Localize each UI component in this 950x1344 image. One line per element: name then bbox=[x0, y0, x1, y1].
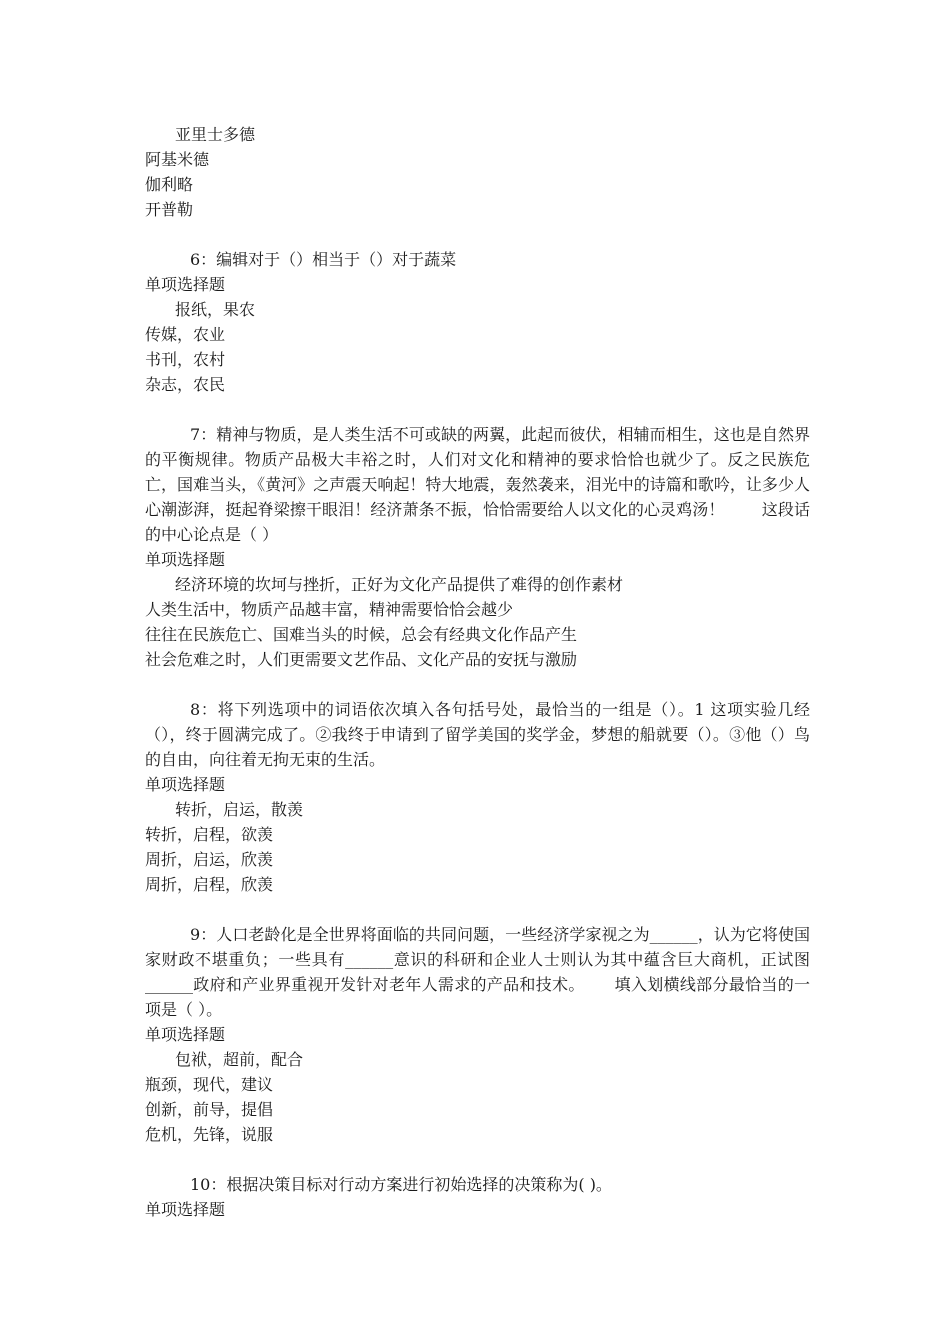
option-c: 周折，启运，欣羡 bbox=[145, 850, 274, 869]
option-d: 危机，先锋，说服 bbox=[145, 1125, 274, 1144]
option-a: 转折，启运，散羡 bbox=[175, 800, 304, 819]
option-c: 书刊，农村 bbox=[145, 350, 226, 369]
question-text: 7：精神与物质，是人类生活不可或缺的两翼，此起而彼伏，相辅而相生，这也是自然界的平衡规律。物质产品极大丰裕之时，人们对文化和精神的要求恰恰也就少了。反之民族危亡，国难当头，《黄河》之声震天响起！特大地震，轰然袭来，泪光中的诗篇和歌吟，让多少人心潮澎湃，挺起脊梁擦干眼泪！经济萧条不振，恰恰需要给人以文化的心灵鸡汤！ 这段话的中心论点是（ ） bbox=[145, 425, 810, 544]
option-c: 往往在民族危亡、国难当头的时候，总会有经典文化作品产生 bbox=[145, 625, 578, 644]
question-5-options bbox=[145, 122, 810, 222]
question-type: 单项选择题 bbox=[145, 275, 226, 294]
option-b: 传媒，农业 bbox=[145, 325, 226, 344]
option-d: 杂志，农民 bbox=[145, 375, 226, 394]
option-d: 社会危难之时，人们更需要文艺作品、文化产品的安抚与激励 bbox=[145, 650, 578, 669]
question-type: 单项选择题 bbox=[145, 550, 226, 569]
question-10 bbox=[145, 1172, 810, 1222]
option-c: 创新，前导，提倡 bbox=[145, 1100, 274, 1119]
option-a: 报纸，果农 bbox=[175, 300, 256, 319]
question-type: 单项选择题 bbox=[145, 1025, 226, 1044]
question-type: 单项选择题 bbox=[145, 775, 226, 794]
question-text: 9：人口老龄化是全世界将面临的共同问题，一些经济学家视之为______，认为它将使国家财政不堪重负；一些具有______意识的科研和企业人士则认为其中蕴含巨大商机，正试图______政府和产业界重视开发针对老年人需求的产品和技术。 填入划横线部分最恰当的一项是（ ）。 bbox=[145, 925, 810, 1019]
option-b: 人类生活中，物质产品越丰富，精神需要恰恰会越少 bbox=[145, 600, 514, 619]
option-b: 阿基米德 bbox=[145, 150, 210, 169]
option-d: 开普勒 bbox=[145, 200, 194, 219]
question-type: 单项选择题 bbox=[145, 1200, 226, 1219]
question-text: 8：将下列选项中的词语依次填入各句括号处，最恰当的一组是（）。1 这项实验几经（），终于圆满完成了。②我终于申请到了留学美国的奖学金，梦想的船就要（）。③他（）鸟的自由，向往着无拘无束的生活。 bbox=[145, 700, 810, 769]
option-d: 周折，启程，欣羡 bbox=[145, 875, 274, 894]
option-c: 伽利略 bbox=[145, 175, 194, 194]
question-text: 10：根据决策目标对行动方案进行初始选择的决策称为( )。 bbox=[190, 1175, 612, 1194]
option-b: 瓶颈，现代，建议 bbox=[145, 1075, 274, 1094]
question-8 bbox=[145, 697, 810, 897]
option-a: 亚里士多德 bbox=[175, 125, 256, 144]
question-6 bbox=[145, 247, 810, 397]
option-a: 包袱，超前，配合 bbox=[175, 1050, 304, 1069]
document-page bbox=[145, 122, 810, 1247]
question-7 bbox=[145, 422, 810, 672]
question-text: 6：编辑对于（）相当于（）对于蔬菜 bbox=[190, 250, 457, 269]
option-b: 转折，启程，欲羡 bbox=[145, 825, 274, 844]
option-a: 经济环境的坎坷与挫折，正好为文化产品提供了难得的创作素材 bbox=[175, 575, 624, 594]
question-9 bbox=[145, 922, 810, 1147]
